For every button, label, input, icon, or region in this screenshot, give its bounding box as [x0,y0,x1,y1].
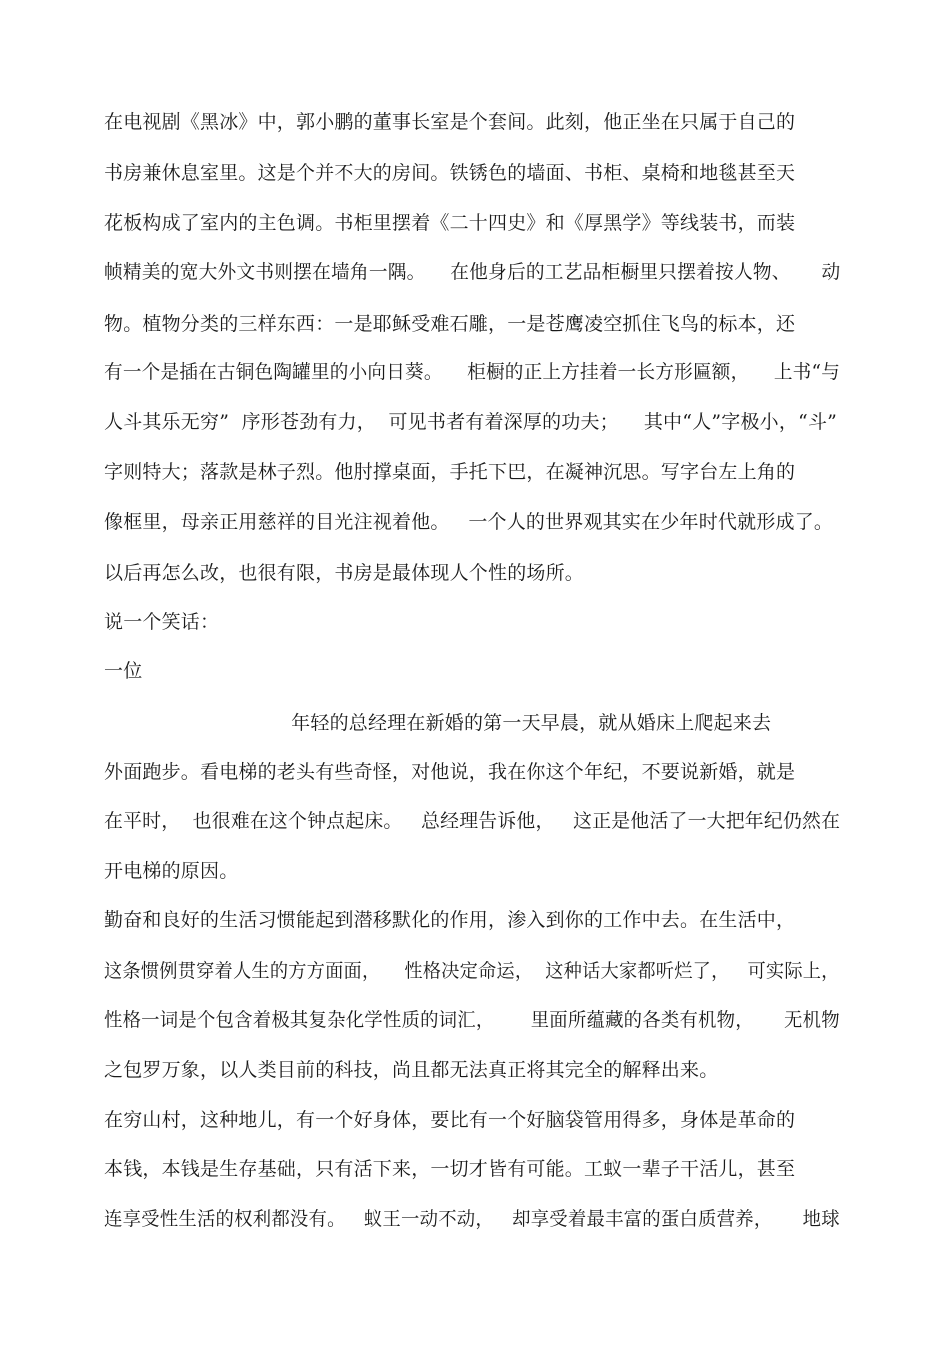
text-line: 在穷山村，这种地儿，有一个好身体，要比有一个好脑袋管用得多，身体是革命的 [104,1109,796,1131]
text-line: 勤奋和良好的生活习惯能起到潜移默化的作用，渗入到你的工作中去。在生活中， [104,909,796,931]
text-line: 年轻的总经理在新婚的第一天早晨，就从婚床上爬起来去 [104,712,772,734]
text-line: 人斗其乐无穷” 序形苍劲有力， 可见书者有着深厚的功夫； 其中“人”字极小，“斗” [104,411,838,433]
text-line: 之包罗万象，以人类目前的科技，尚且都无法真正将其完全的解释出来。 [104,1059,719,1081]
text-line: 以后再怎么改，也很有限，书房是最体现人个性的场所。 [104,562,585,584]
text-line: 书房兼休息室里。这是个并不大的房间。铁锈色的墙面、书柜、桌椅和地毯甚至天 [104,162,796,184]
text-line: 本钱，本钱是生存基础，只有活下来，一切才皆有可能。工蚁一辈子干活儿，甚至 [104,1158,796,1180]
text-line: 连享受性生活的权利都没有。 蚁王一动不动， 却享受着最丰富的蛋白质营养， 地球 [104,1208,840,1230]
text-line: 字则特大；落款是林子烈。他肘撑桌面，手托下巴，在凝神沉思。写字台左上角的 [104,461,796,483]
text-line: 外面跑步。看电梯的老头有些奇怪，对他说，我在你这个年纪，不要说新婚，就是 [104,761,796,783]
text-line: 帧精美的宽大外文书则摆在墙角一隅。 在他身后的工艺品柜橱里只摆着按人物、 动 [104,261,841,283]
text-line: 性格一词是个包含着极其复杂化学性质的词汇， 里面所蕴藏的各类有机物， 无机物 [104,1009,840,1031]
text-line: 像框里，母亲正用慈祥的目光注视着他。 一个人的世界观其实在少年时代就形成了。 [104,511,834,533]
text-line: 物。植物分类的三样东西：一是耶稣受难石雕，一是苍鹰凌空抓住飞鸟的标本，还 [104,313,796,335]
text-line: 开电梯的原因。 [104,860,239,882]
text-line: 说一个笑话： [104,611,220,633]
text-line: 在电视剧《黑冰》中，郭小鹏的董事长室是个套间。此刻，他正坐在只属于自己的 [104,111,796,133]
text-line: 这条惯例贯穿着人生的方方面面， 性格决定命运， 这种话大家都听烂了， 可实际上， [104,960,840,982]
text-line: 一位 [104,660,143,682]
text-line: 有一个是插在古铜色陶罐里的小向日葵。 柜橱的正上方挂着一长方形匾额， 上书“与 [104,361,841,383]
text-line: 花板构成了室内的主色调。书柜里摆着《二十四史》和《厚黑学》等线装书，而装 [104,212,796,234]
text-line: 在平时， 也很难在这个钟点起床。 总经理告诉他， 这正是他活了一大把年纪仍然在 [104,810,841,832]
